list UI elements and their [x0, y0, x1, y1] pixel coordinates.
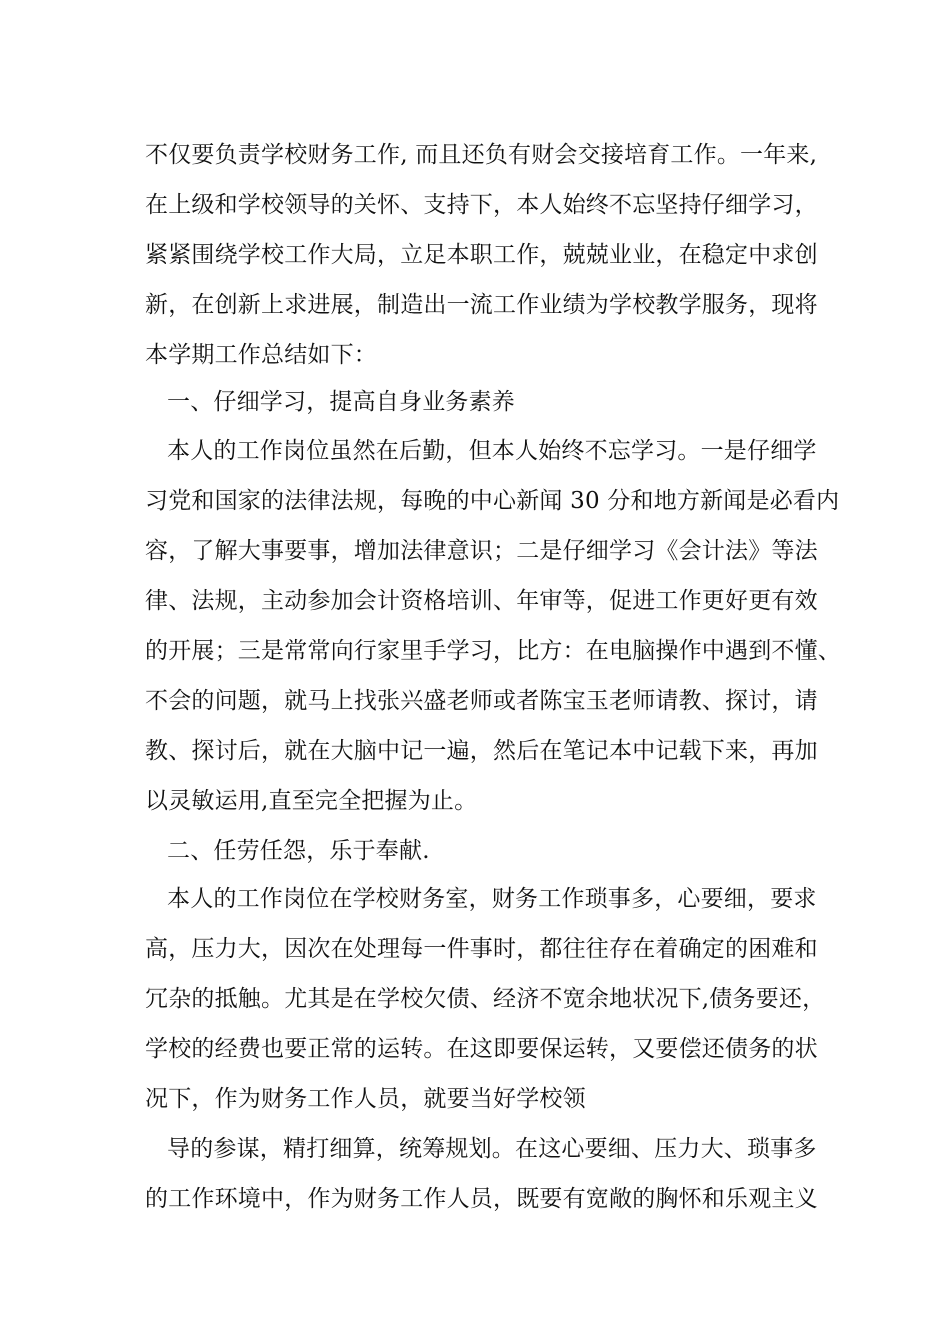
- paragraph-line: 导的参谋，精打细算，统筹规划。在这心要细、压力大、琐事多: [167, 1136, 817, 1162]
- paragraph-line: 新，在创新上求进展，制造出一流工作业绩为学校教学服务，现将: [145, 292, 818, 318]
- paragraph-line: 本人的工作岗位虽然在后勤，但本人始终不忘学习。一是仔细学: [167, 438, 817, 464]
- paragraph-line: 教、探讨后，就在大脑中记一遍，然后在笔记本中记载下来，再加: [145, 738, 818, 764]
- paragraph-line: 高，压力大，因次在处理每一件事时，都往往存在着确定的困难和: [145, 936, 818, 962]
- paragraph-line: 以灵敏运用,直至完全把握为止。: [145, 788, 478, 814]
- paragraph-line: 不仅要负责学校财务工作, 而且还负有财会交接培育工作。一年来,: [145, 142, 818, 168]
- paragraph-line: 在上级和学校领导的关怀、支持下，本人始终不忘坚持仔细学习，: [145, 192, 818, 218]
- section-heading: 二、任劳任怨，乐于奉献.: [167, 838, 430, 864]
- paragraph-line: 本学期工作总结如下：: [145, 342, 377, 368]
- paragraph-line: 紧紧围绕学校工作大局，立足本职工作，兢兢业业，在稳定中求创: [145, 242, 818, 268]
- paragraph-line: 习党和国家的法律法规，每晚的中心新闻 30 分和地方新闻是必看内: [145, 488, 840, 514]
- paragraph-line: 不会的问题，就马上找张兴盛老师或者陈宝玉老师请教、探讨，请: [145, 688, 818, 714]
- paragraph-line: 本人的工作岗位在学校财务室，财务工作琐事多，心要细，要求: [167, 886, 817, 912]
- paragraph-line: 况下，作为财务工作人员，就要当好学校领: [145, 1086, 586, 1112]
- paragraph-line: 的工作环境中，作为财务工作人员，既要有宽敞的胸怀和乐观主义: [145, 1186, 818, 1212]
- section-heading: 一、仔细学习，提高自身业务素养: [167, 389, 515, 415]
- paragraph-line: 律、法规，主动参加会计资格培训、年审等，促进工作更好更有效: [145, 588, 818, 614]
- paragraph-line: 学校的经费也要正常的运转。在这即要保运转，又要偿还债务的状: [145, 1036, 818, 1062]
- paragraph-line: 容，了解大事要事，增加法律意识；二是仔细学习《会计法》等法: [145, 538, 818, 564]
- paragraph-line: 的开展；三是常常向行家里手学习，比方：在电脑操作中遇到不懂、: [145, 638, 841, 664]
- paragraph-line: 冗杂的抵触。尤其是在学校欠债、经济不宽余地状况下,债务要还，: [145, 986, 826, 1012]
